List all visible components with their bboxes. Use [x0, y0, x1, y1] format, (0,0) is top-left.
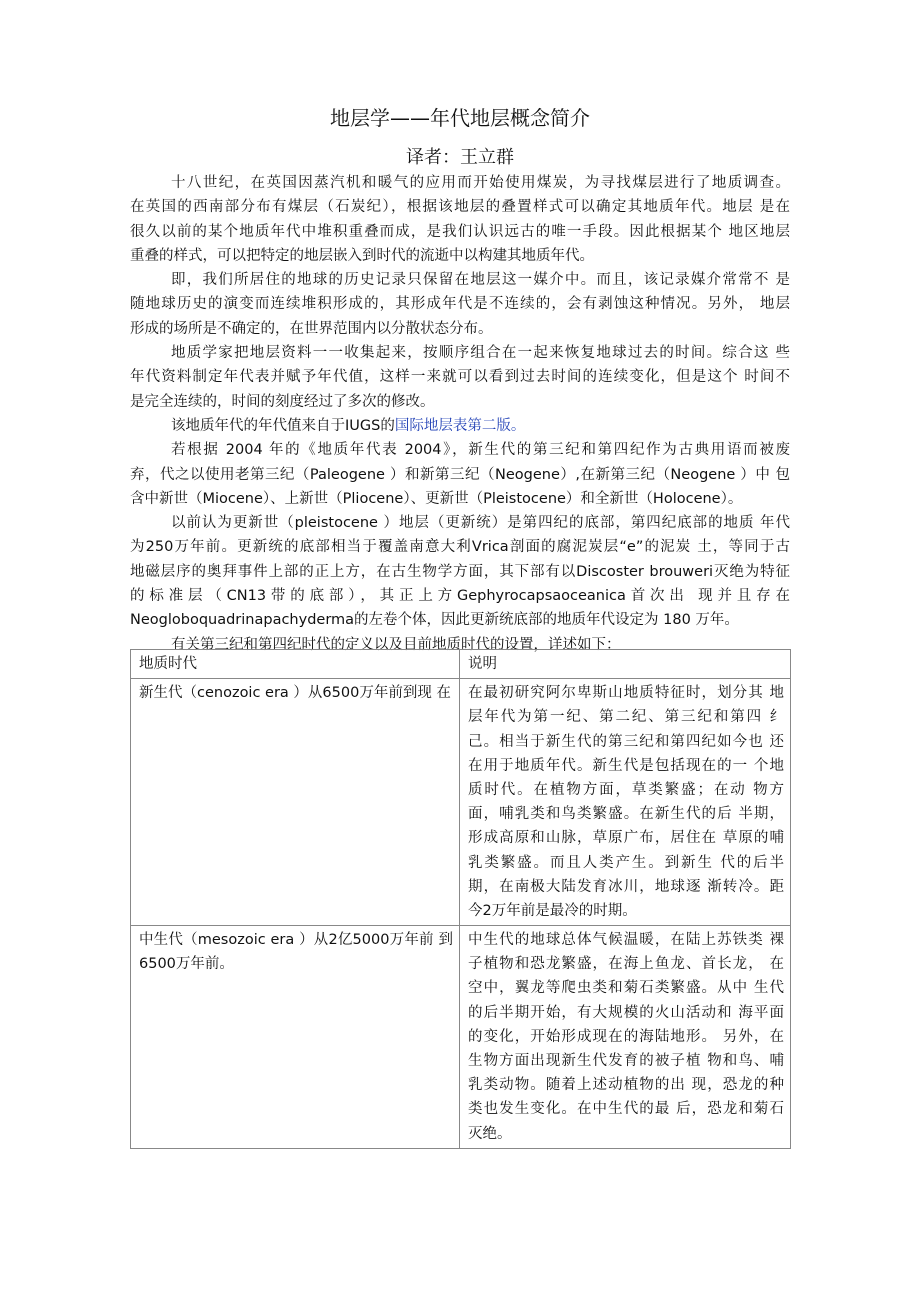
cell-line: 期，在南极大陆发育冰川，地球逐 渐转冷。距: [468, 878, 784, 895]
paragraph-line: 若根据 2004 年的《地质年代表 2004》，新生代的第三纪和第四纪作为古典用语而被废: [171, 442, 790, 459]
author-line: 译者：王立群: [406, 147, 514, 168]
description-cell: [460, 679, 791, 926]
paragraph-line: 以前认为更新世（pleistocene ）地层（更新统）是第四纪的底部，第四纪底部的地质 年代: [171, 515, 790, 532]
cell-line: 类也发生变化。在中生代的最 后，恐龙和菊石: [468, 1101, 784, 1118]
paragraph-line: 随地球历史的演变而连续堆积形成的，其形成年代是不连续的，会有剥蚀这种情况。另外， 地层: [130, 296, 790, 313]
paragraph-line: 重叠的样式，可以把特定的地层嵌入到时代的流逝中以构建其地质年代。: [130, 247, 594, 264]
cell-line: 在最初研究阿尔卑斯山地质特征时，划分其 地: [468, 685, 784, 702]
era-cell: [131, 926, 460, 1149]
cell-line: 中生代（mesozoic era ）从2亿5000万年前 到: [139, 932, 453, 949]
paragraph-line: 是完全连续的，时间的刻度经过了多次的修改。: [130, 393, 435, 410]
cell-line: 的后半期开始，有大规模的火山活动和 海平面: [468, 1004, 784, 1021]
cell-line: 6500万年前。: [139, 956, 234, 973]
table-row: [131, 679, 791, 926]
table-header-row: [131, 650, 791, 679]
iugs-paragraph: [130, 414, 790, 438]
cell-line: 生物方面出现新生代发育的被子植 物和鸟、哺: [468, 1053, 784, 1069]
paragraph-line: 地磁层序的奥拜事件上部的正上方，在古生物学方面，其下部有以Discoster brouweri灭绝为特征: [130, 563, 790, 580]
paragraph-line: 弃，代之以使用老第三纪（Paleogene ）和新第三纪（Neogene）,在新第三纪（Neogene ）中 包: [130, 466, 790, 483]
header-desc: 说明: [460, 650, 791, 679]
paragraph-line: 即，我们所居住的地球的历史记录只保留在地层这一媒介中。而且，该记录媒介常常不 是: [171, 272, 790, 289]
paragraph-line: 十八世纪，在英国因蒸汽机和暖气的应用而开始使用煤炭，为寻找煤层进行了地质调查。: [171, 175, 790, 191]
iugs-text: 该地质年代的年代值来自于IUGS的: [171, 417, 395, 434]
cell-line: 形成高原和山脉，草原广布，居住在 草原的哺: [468, 830, 784, 847]
cell-line: 质时代。在植物方面，草类繁盛；在动 物方: [468, 781, 784, 798]
era-table: [130, 649, 791, 1149]
paragraph-line: 在英国的西南部分布有煤层（石炭纪），根据该地层的叠置样式可以确定其地质年代。地层 是在: [130, 199, 790, 216]
cell-line: 己。相当于新生代的第三纪和第四纪如今也 还: [468, 733, 784, 750]
cell-line: 灭绝。: [468, 1125, 512, 1142]
stratigraphic-chart-link[interactable]: 国际地层表第二版。: [394, 417, 526, 434]
cell-line: 层年代为第一纪、第二纪、第三纪和第四 纟: [468, 709, 784, 726]
cell-line: 空中，翼龙等爬虫类和菊石类繁盛。从中 生代: [468, 980, 784, 997]
era-cell: [131, 679, 460, 926]
cell-line: 新生代（cenozoic era ）从6500万年前到现 在: [139, 685, 451, 702]
paragraph-line: Neogloboquadrinapachyderma的左卷个体，因此更新统底部的地质年代设定为 180 万年。: [130, 612, 739, 629]
cell-line: 在用于地质年代。新生代是包括现在的一 个地: [468, 757, 784, 774]
paragraph-line: 很久以前的某个地质年代中堆积重叠而成，是我们认识远古的唯一手段。因此根据某个 地区地层: [130, 223, 790, 240]
cell-line: 的变化，开始形成现在的海陆地形。 另外，在: [468, 1028, 784, 1045]
cell-line: 子植物和恐龙繁盛，在海上鱼龙、首长龙， 在: [468, 956, 784, 973]
paragraph-line: 年代资料制定年代表并赋予年代值，这样一来就可以看到过去时间的连续变化，但是这个 时间不: [130, 369, 790, 386]
paragraph-line: 形成的场所是不确定的，在世界范围内以分散状态分布。: [130, 320, 493, 337]
document-title: 地层学——年代地层概念简介: [330, 106, 590, 130]
cell-line: 乳类繁盛。而且人类产生。到新生 代的后半: [468, 854, 784, 871]
cell-line: 中生代的地球总体气候温暖，在陆上苏铁类 裸: [468, 932, 784, 949]
paragraph-line: 地质学家把地层资料一一收集起来，按顺序组合在一起来恢复地球过去的时间。综合这 些: [171, 345, 790, 362]
document-body: [130, 171, 790, 657]
cell-line: 今2万年前是最冷的时期。: [468, 902, 637, 919]
paragraph-line: 有关第三纪和第四纪时代的定义以及目前地质时代的设置，详述如下：: [171, 636, 621, 653]
table-row: [131, 926, 791, 1149]
paragraph-line: 的标准层（CN13带的底部），其正上方Gephyrocapsaoceanica首次出 现并且存在: [130, 588, 790, 605]
cell-line: 乳类动物。随着上述动植物的出 现，恐龙的种: [468, 1077, 784, 1094]
paragraph-line: 为250万年前。更新统的底部相当于覆盖南意大利Vrica剖面的腐泥炭层“e”的泥炭 土，等同于古: [130, 539, 790, 556]
description-cell: [460, 926, 791, 1149]
paragraph-line: 含中新世（Miocene）、上新世（Pliocene）、更新世（Pleistocene）和全新世（Holocene）。: [130, 490, 743, 507]
cell-line: 面，哺乳类和鸟类繁盛。在新生代的后 半期，: [468, 806, 784, 823]
header-era: 地质时代: [131, 650, 460, 679]
